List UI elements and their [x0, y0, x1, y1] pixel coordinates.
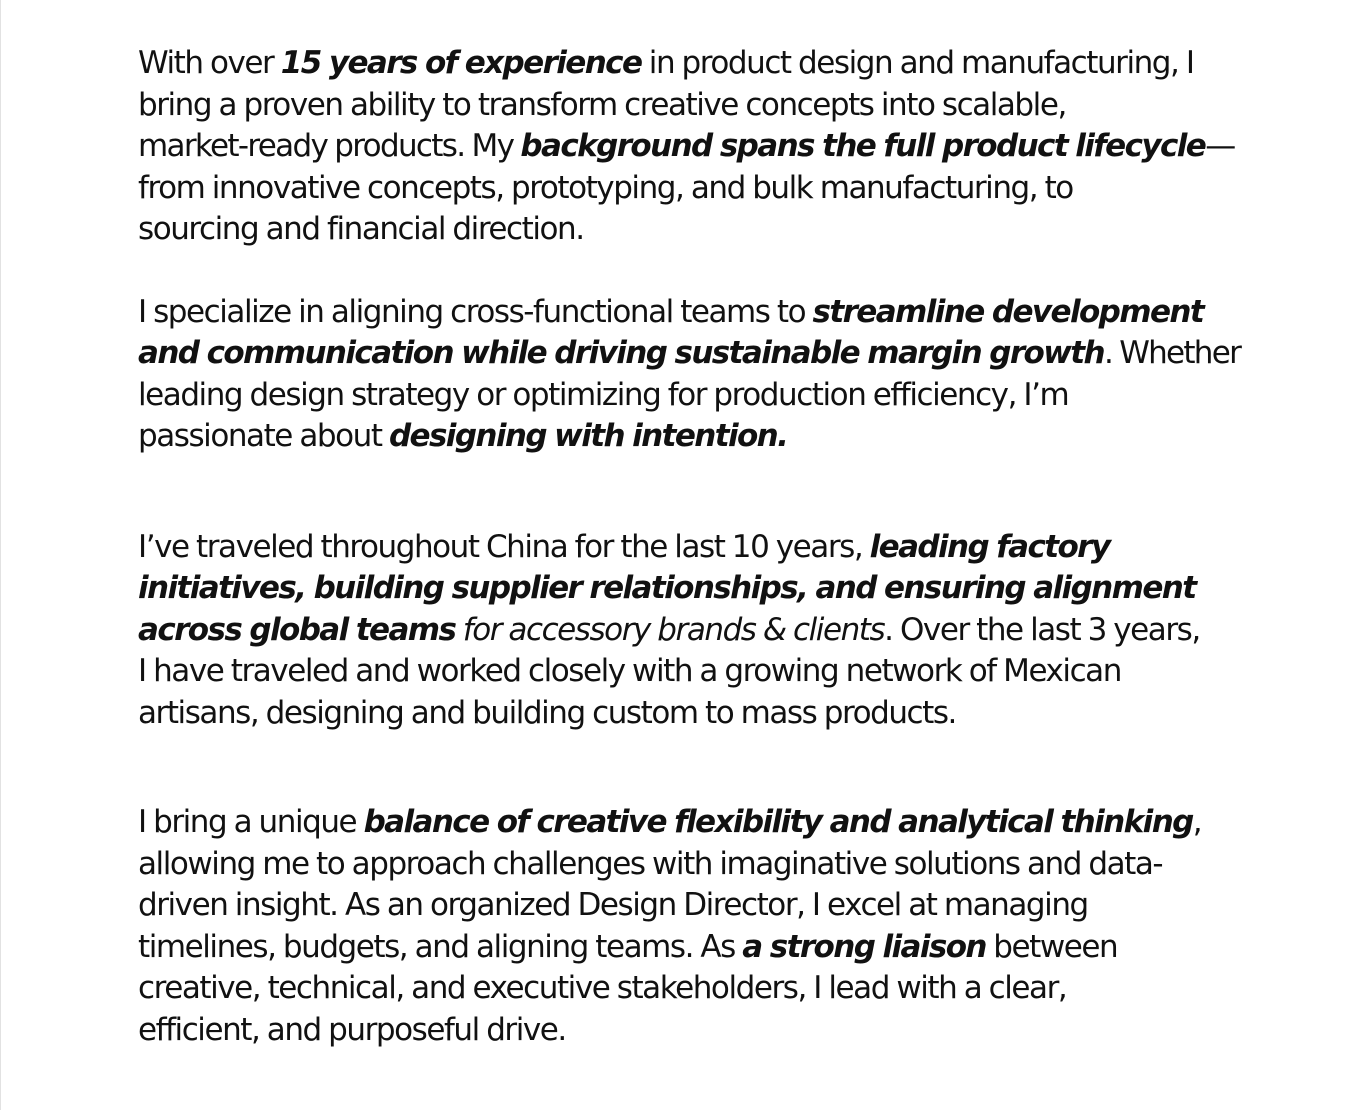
text-run-emphasis: 15 years of experience [280, 45, 642, 81]
text-run-italic: for accessory brands & clients [455, 611, 885, 648]
text-run: , [1192, 804, 1202, 840]
bio-text [138, 43, 1241, 1051]
text-run-emphasis: across global teams [138, 611, 456, 648]
text-run: sourcing and financial direction. [138, 211, 584, 247]
paragraph-travel [138, 527, 1228, 735]
text-line [138, 209, 1228, 251]
text-line [138, 885, 1228, 927]
text-run: between [985, 928, 1118, 965]
text-run: leading design strategy or optimizing for production efficiency, I’m [138, 376, 1069, 413]
text-run: efficient, and purposeful drive. [138, 1011, 566, 1048]
paragraph-experience [138, 43, 1235, 251]
text-run-emphasis: designing with intention. [388, 418, 788, 454]
text-line [138, 333, 1241, 375]
text-run: creative, technical, and executive stakeholders, I lead with a clear, [138, 970, 1067, 1006]
text-run: . Over the last 3 years, [884, 611, 1200, 648]
text-line [138, 610, 1228, 652]
text-run: I’ve traveled throughout China for the last 10 years, [138, 528, 870, 565]
text-run: timelines, budgets, and aligning teams. As [138, 928, 743, 965]
text-run: in product design and manufacturing, I [641, 45, 1194, 81]
text-line [138, 1010, 1228, 1052]
text-line [138, 85, 1228, 127]
text-run: I bring a unique [138, 804, 364, 840]
text-line [138, 126, 1235, 168]
text-run: . Whether [1103, 335, 1241, 371]
text-run: — [1205, 128, 1235, 164]
paragraph-balance [138, 802, 1228, 1051]
text-line [138, 292, 1228, 334]
text-run: artisans, designing and building custom to mass products. [138, 694, 956, 731]
paragraph-specialization [138, 292, 1241, 458]
text-line [138, 802, 1228, 844]
text-line [138, 375, 1228, 417]
text-run: market-ready products. My [138, 128, 521, 164]
text-run: allowing me to approach challenges with imaginative solutions and data- [138, 845, 1163, 882]
text-line [138, 927, 1228, 969]
text-line [138, 43, 1228, 85]
text-run-emphasis: and communication while driving sustainable margin growth [138, 335, 1104, 371]
text-run-emphasis: background spans the full product lifecycle [520, 128, 1206, 164]
text-run-emphasis: a strong liaison [742, 928, 986, 965]
text-line [138, 168, 1228, 210]
text-line [138, 416, 1228, 458]
text-run: I have traveled and worked closely with a growing network of Mexican [138, 653, 1121, 689]
text-run: With over [138, 45, 281, 81]
text-run-emphasis: balance of creative flexibility and analytical thinking [363, 804, 1193, 840]
text-line [138, 844, 1228, 886]
text-run: bring a proven ability to transform creative concepts into scalable, [138, 86, 1066, 123]
text-run: passionate about [138, 418, 389, 454]
text-line [138, 527, 1228, 569]
text-line [138, 968, 1228, 1010]
text-run: driven insight. As an organized Design Director, I excel at managing [138, 887, 1088, 923]
text-run-emphasis: initiatives, building supplier relationships, and ensuring alignment [138, 570, 1196, 606]
text-run-emphasis: streamline development [812, 293, 1204, 330]
text-run: I specialize in aligning cross-functional teams to [138, 293, 813, 330]
text-run-emphasis: leading factory [869, 528, 1110, 565]
text-run: from innovative concepts, prototyping, and bulk manufacturing, to [138, 169, 1073, 206]
text-line [138, 693, 1228, 735]
text-line [138, 651, 1228, 693]
text-line [138, 568, 1228, 610]
